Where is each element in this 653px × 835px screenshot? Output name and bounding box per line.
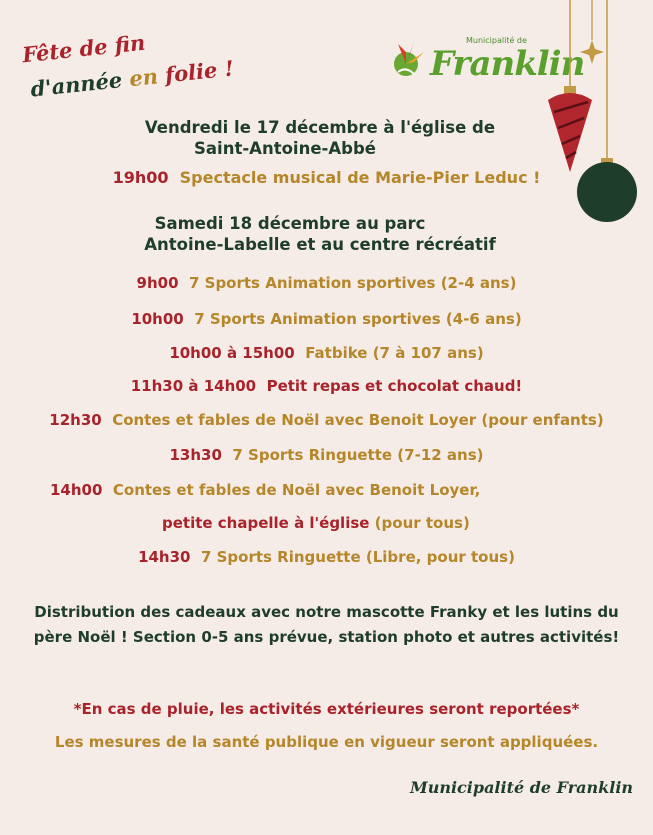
franklin-logo bbox=[384, 32, 585, 92]
event-row: 13h30 7 Sports Ringuette (7-12 ans) bbox=[169, 446, 484, 464]
christmas-ornaments bbox=[540, 0, 653, 230]
event-row: 10h00 à 15h00 Fatbike (7 à 107 ans) bbox=[169, 344, 484, 362]
star-icon bbox=[580, 40, 604, 64]
saturday-header: Samedi 18 décembre au parc Antoine-Labelle et au centre récréatif bbox=[144, 214, 496, 254]
logo-small-text: Municipalité de bbox=[466, 36, 527, 45]
event-row: 14h00 Contes et fables de Noël avec Benoit Loyer, bbox=[50, 481, 481, 499]
title-line-2: d'année en folie ! bbox=[29, 55, 235, 102]
red-ornament-icon bbox=[548, 86, 592, 172]
flower-logo-icon bbox=[384, 38, 428, 82]
friday-header: Vendredi le 17 décembre à l'église de Saint-Antoine-Abbé bbox=[144, 118, 496, 158]
event-row: 10h00 7 Sports Animation sportives (4-6 ans) bbox=[131, 310, 522, 328]
event-row: 11h30 à 14h00 Petit repas et chocolat chaud! bbox=[130, 377, 523, 395]
health-note: Les mesures de la santé publique en vigueur seront appliquées. bbox=[54, 733, 599, 751]
event-row: 12h30 Contes et fables de Noël avec Benoit Loyer (pour enfants) bbox=[49, 411, 604, 429]
title-line-1: Fête de fin bbox=[21, 29, 147, 68]
event-row-continued: petite chapelle à l'église (pour tous) bbox=[162, 514, 470, 532]
rain-note: *En cas de pluie, les activités extérieures seront reportées* bbox=[73, 700, 580, 718]
signature: Municipalité de Franklin bbox=[410, 778, 634, 797]
friday-event: 19h00 Spectacle musical de Marie-Pier Leduc ! bbox=[112, 168, 541, 187]
event-row: 14h30 7 Sports Ringuette (Libre, pour tous) bbox=[138, 548, 515, 566]
logo-name: Franklin bbox=[430, 44, 585, 84]
distribution-text: Distribution des cadeaux avec notre mascotte Franky et les lutins du père Noël ! Section 0-5 ans prévue, station photo et autres activités! bbox=[33, 603, 620, 646]
festive-title bbox=[14, 28, 234, 108]
event-row: 9h00 7 Sports Animation sportives (2-4 ans) bbox=[136, 274, 517, 292]
